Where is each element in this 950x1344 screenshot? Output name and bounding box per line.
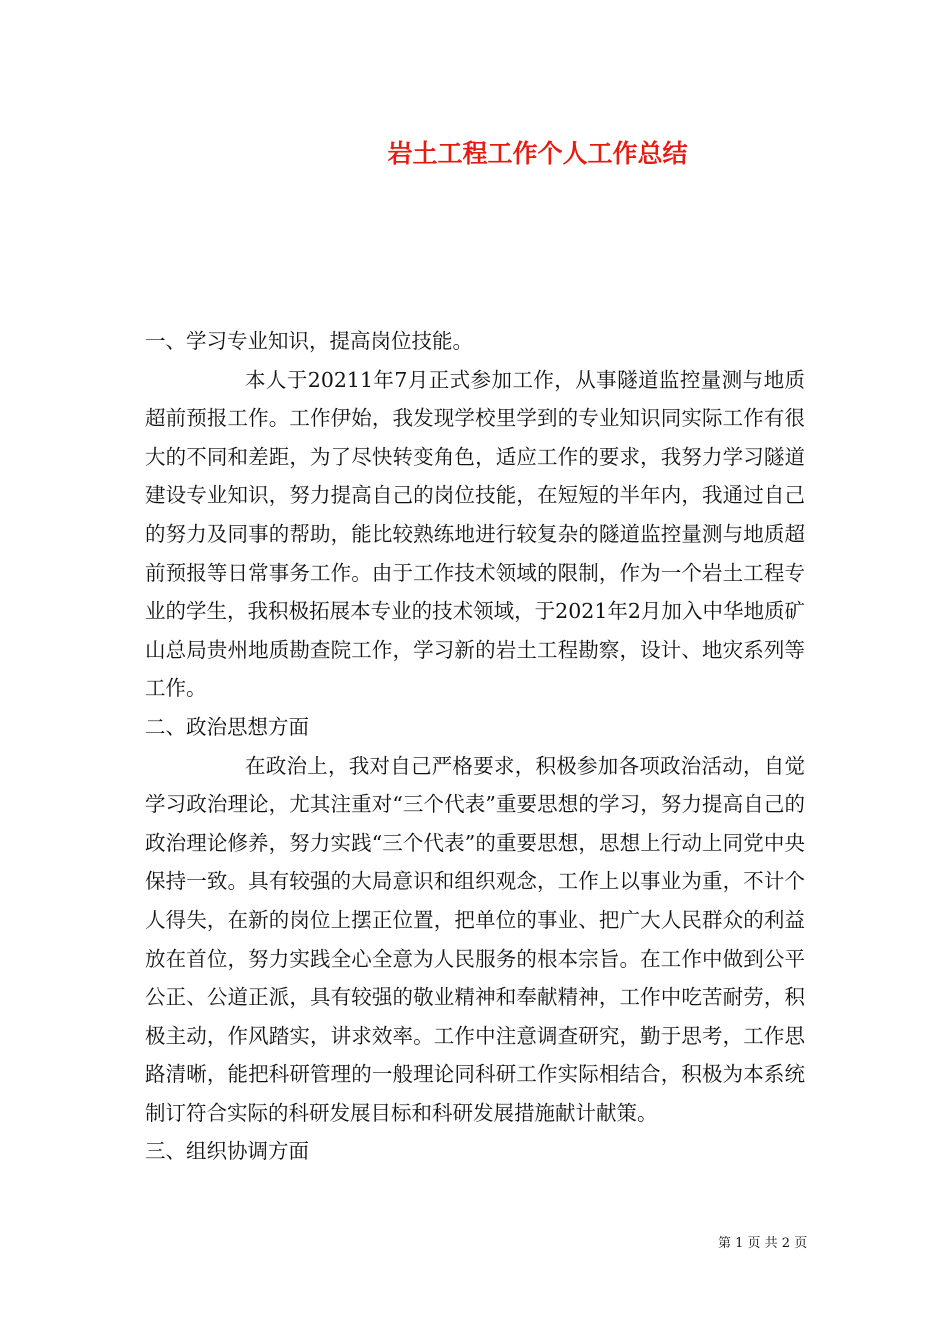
section-paragraph-2: 在政治上，我对自己严格要求，积极参加各项政治活动，自觉学习政治理论，尤其注重对“三个代表”重要思想的学习，努力提高自己的政治理论修养，努力实践“三个代表”的重要思想，思想上行动上同党中央保持一致。具有较强的大局意识和组织观念，工作上以事业为重，不计个人得失，在新的岗位上摆正位置，把单位的事业、把广大人民群众的利益放在首位，努力实践全心全意为人民服务的根本宗旨。在工作中做到公平公正、公道正派，具有较强的敬业精神和奉献精神，工作中吃苦耐劳，积极主动，作风踏实，讲求效率。工作中注意调查研究，勤于思考，工作思路清晰，能把科研管理的一般理论同科研工作实际相结合，积极为本系统制订符合实际的科研发展目标和科研发展措施献计献策。 <box>145 753 805 1125</box>
document-body <box>145 322 805 1171</box>
page-number-footer: 第 1 页 共 2 页 <box>718 1236 808 1251</box>
document-title: 岩土工程工作个人工作总结 <box>387 139 688 168</box>
section-heading-1: 一、学习专业知识，提高岗位技能。 <box>145 329 473 353</box>
section-heading-3: 三、组织协调方面 <box>145 1139 309 1164</box>
section-heading-2: 二、政治思想方面 <box>145 714 309 739</box>
section-paragraph-1: 本人于20211年7月正式参加工作，从事隧道监控量测与地质超前预报工作。工作伊始，我发现学校里学到的专业知识同实际工作有很大的不同和差距，为了尽快转变角色，适应工作的要求，我努力学习隧道建设专业知识，努力提高自己的岗位技能，在短短的半年内，我通过自己的努力及同事的帮助，能比较熟练地进行较复杂的隧道监控量测与地质超前预报等日常事务工作。由于工作技术领域的限制，作为一个岩土工程专业的学生，我积极拓展本专业的技术领域，于2021年2月加入中华地质矿山总局贵州地质勘查院工作，学习新的岩土工程勘察，设计、地灾系列等工作。 <box>145 367 805 701</box>
